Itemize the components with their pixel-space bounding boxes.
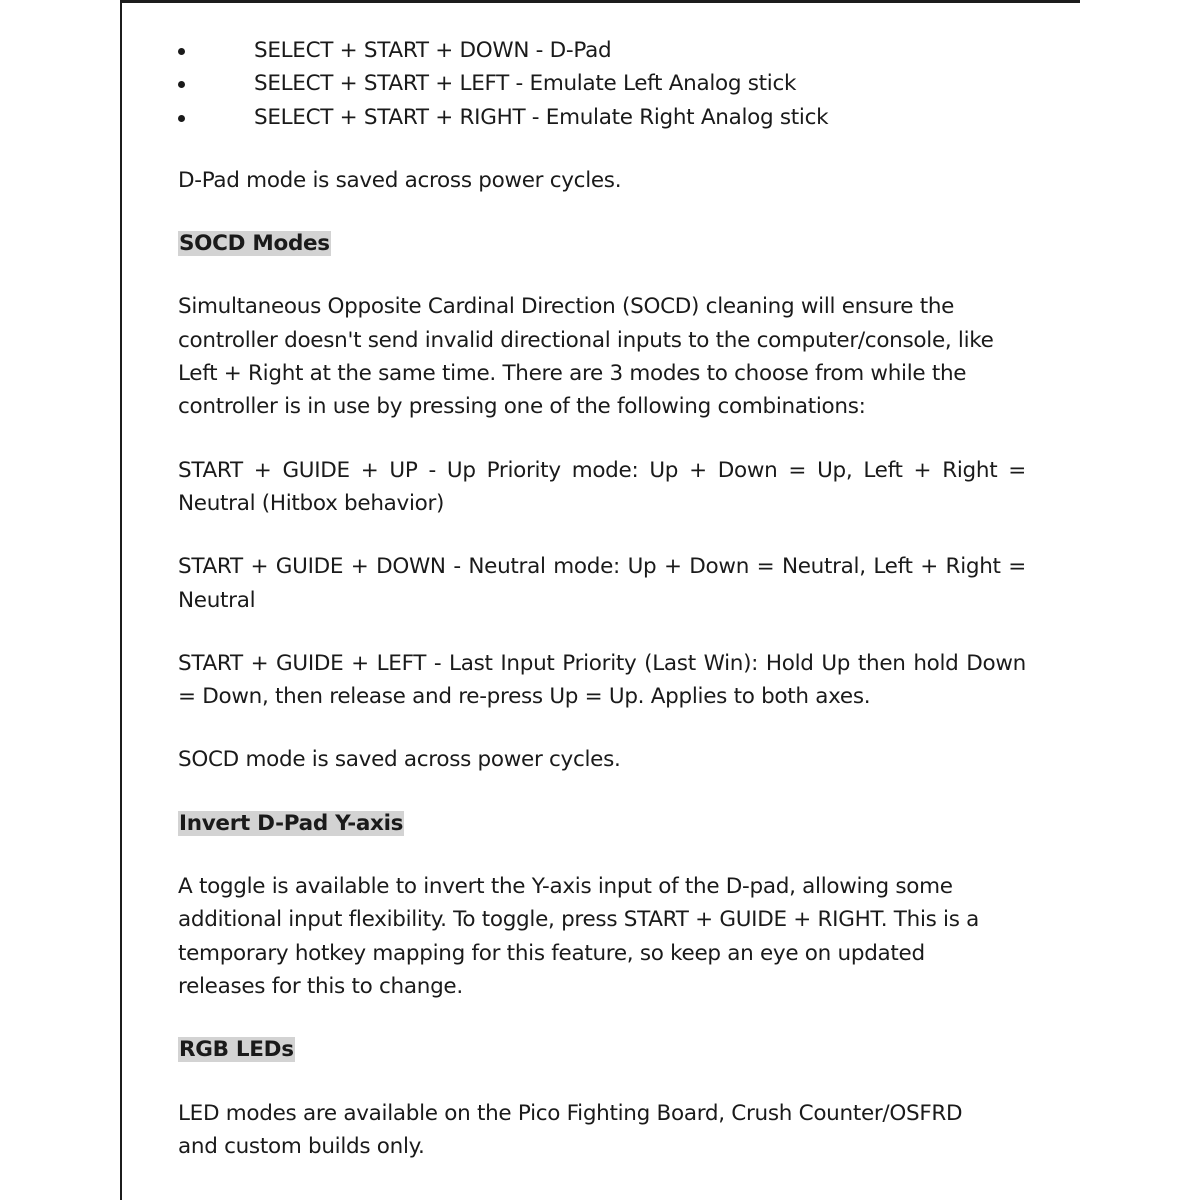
page-border-left [120,0,122,1200]
invert-paragraph: A toggle is available to invert the Y-axis input of the D-pad, allowing some additional input flexibility. To toggle, press START + GUIDE + RIGHT. This is a temporary hotkey mapping for this feature, so keep an eye on updated releases for this to change. [178,874,980,999]
page-border-top [120,0,1080,3]
dpad-saved-note: D-Pad mode is saved across power cycles. [178,167,622,193]
document-content [178,34,1038,1163]
socd-saved-note: SOCD mode is saved across power cycles. [178,747,621,773]
list-item-text: SELECT + START + LEFT - Emulate Left Analog stick [254,71,797,97]
invert-heading-text: Invert D-Pad Y-axis [179,810,404,836]
socd-heading-text: SOCD Modes [179,231,330,257]
socd-mode-down: START + GUIDE + DOWN - Neutral mode: Up + Down = Neutral, Left + Right = Neutral [178,554,1026,613]
bullet-icon [178,81,185,88]
dpad-hotkey-list [178,34,1038,134]
bullet-icon [178,115,185,122]
socd-intro-paragraph: Simultaneous Opposite Cardinal Direction (SOCD) cleaning will ensure the controller doesn't send invalid directional inputs to the computer/console, like Left + Right at the same time. There are 3 modes to choose from while the controller is in use by pressing one of the following combinations: [178,294,994,420]
list-item-text: SELECT + START + RIGHT - Emulate Right Analog stick [254,104,829,130]
list-item [178,101,1038,134]
socd-heading [178,227,1038,260]
socd-mode-left: START + GUIDE + LEFT - Last Input Priority (Last Win): Hold Up then hold Down = Down, then release and re-press Up = Up. Applies to both axes. [178,650,1026,710]
rgb-paragraph: LED modes are available on the Pico Fighting Board, Crush Counter/OSFRD and custom builds only. [178,1100,963,1159]
rgb-heading [178,1033,1038,1066]
bullet-icon [178,48,185,55]
list-item-text: SELECT + START + DOWN - D-Pad [254,38,612,63]
rgb-heading-text: RGB LEDs [179,1037,294,1063]
list-item [178,34,1038,67]
socd-mode-up: START + GUIDE + UP - Up Priority mode: Up + Down = Up, Left + Right = Neutral (Hitbox behavior) [178,457,1026,516]
list-item [178,67,1038,100]
invert-heading [178,807,1038,840]
